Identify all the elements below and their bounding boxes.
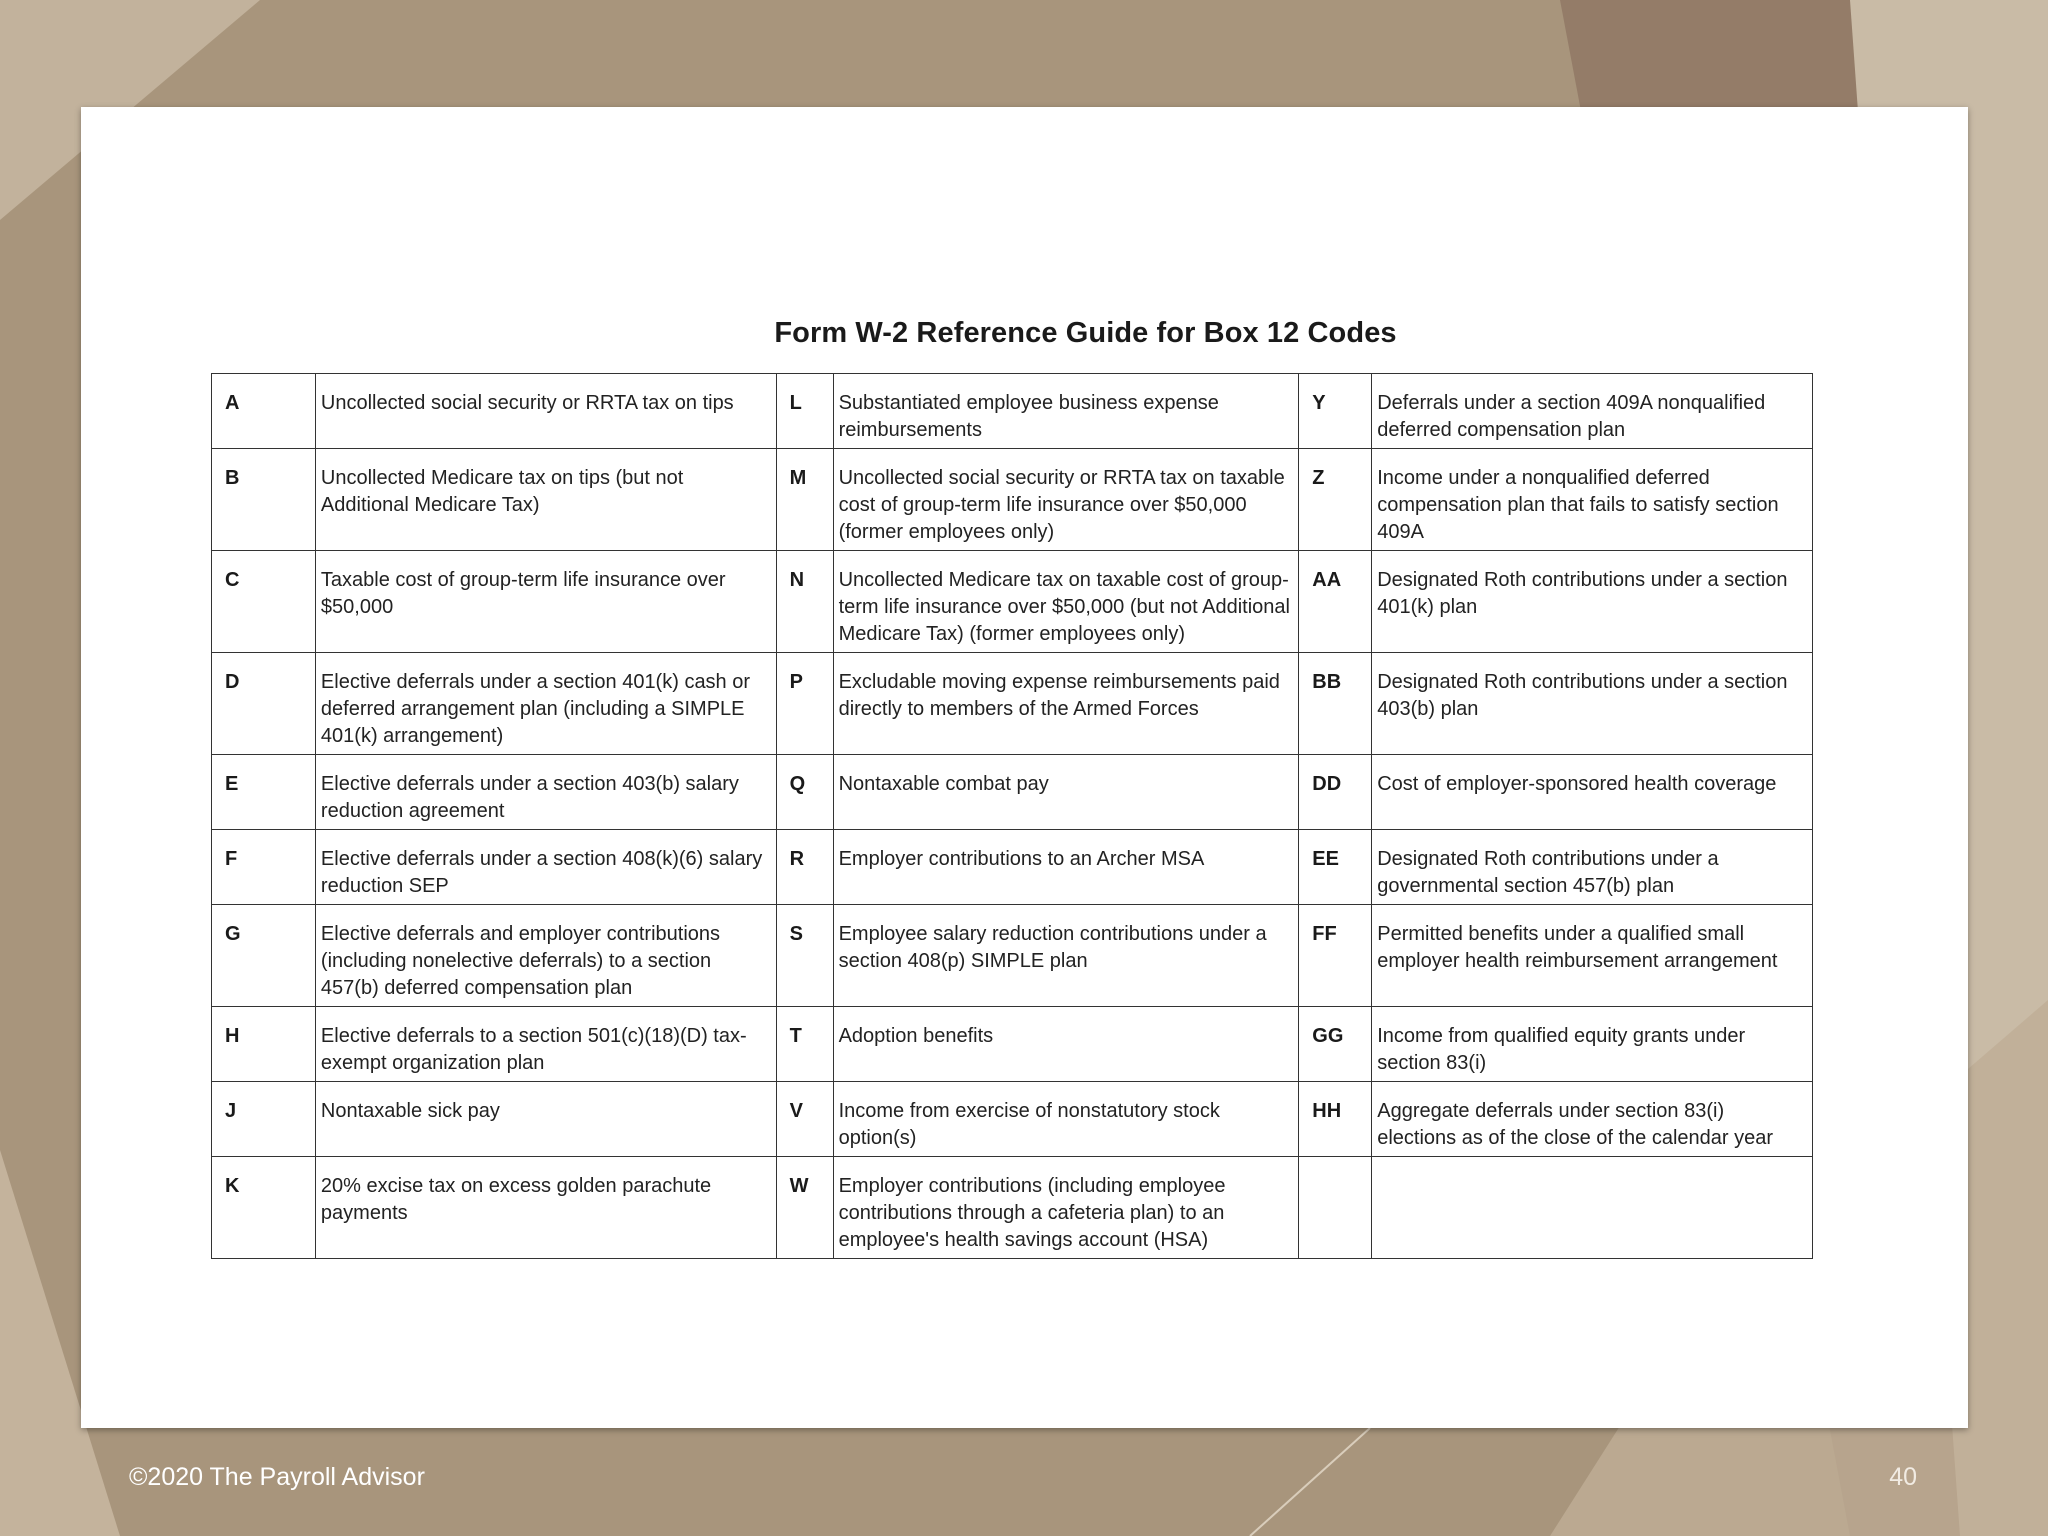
code-cell: D: [212, 653, 316, 755]
code-cell: Z: [1299, 449, 1372, 551]
description-cell: Substantiated employee business expense reimbursements: [833, 374, 1299, 449]
description-cell: Uncollected social security or RRTA tax on tips: [315, 374, 776, 449]
description-cell: Employer contributions (including employee contributions through a cafeteria plan) to an employee's health savings account (HSA): [833, 1157, 1299, 1259]
code-cell: EE: [1299, 830, 1372, 905]
code-cell: W: [776, 1157, 833, 1259]
code-cell: Y: [1299, 374, 1372, 449]
table-row: [212, 830, 1813, 905]
description-cell: Designated Roth contributions under a section 403(b) plan: [1372, 653, 1813, 755]
description-cell: Designated Roth contributions under a section 401(k) plan: [1372, 551, 1813, 653]
code-cell: DD: [1299, 755, 1372, 830]
code-cell: V: [776, 1082, 833, 1157]
description-cell: Elective deferrals and employer contributions (including nonelective deferrals) to a section 457(b) deferred compensation plan: [315, 905, 776, 1007]
code-cell: N: [776, 551, 833, 653]
footer-copyright: ©2020 The Payroll Advisor: [129, 1463, 425, 1491]
description-cell: Employer contributions to an Archer MSA: [833, 830, 1299, 905]
page-title: Form W-2 Reference Guide for Box 12 Codes: [774, 317, 1397, 349]
code-cell: M: [776, 449, 833, 551]
description-cell: Uncollected Medicare tax on tips (but not Additional Medicare Tax): [315, 449, 776, 551]
code-cell: H: [212, 1007, 316, 1082]
description-cell: Income from qualified equity grants under section 83(i): [1372, 1007, 1813, 1082]
code-cell: S: [776, 905, 833, 1007]
description-cell: Employee salary reduction contributions under a section 408(p) SIMPLE plan: [833, 905, 1299, 1007]
description-cell: Elective deferrals under a section 403(b) salary reduction agreement: [315, 755, 776, 830]
description-cell: Elective deferrals to a section 501(c)(18)(D) tax-exempt organization plan: [315, 1007, 776, 1082]
description-cell: Nontaxable sick pay: [315, 1082, 776, 1157]
code-cell: GG: [1299, 1007, 1372, 1082]
description-cell: Excludable moving expense reimbursements paid directly to members of the Armed Forces: [833, 653, 1299, 755]
description-cell: Taxable cost of group-term life insurance over $50,000: [315, 551, 776, 653]
table-row: [212, 905, 1813, 1007]
code-cell: T: [776, 1007, 833, 1082]
description-cell: Permitted benefits under a qualified small employer health reimbursement arrangement: [1372, 905, 1813, 1007]
description-cell: Nontaxable combat pay: [833, 755, 1299, 830]
description-cell: Aggregate deferrals under section 83(i) elections as of the close of the calendar year: [1372, 1082, 1813, 1157]
description-cell: 20% excise tax on excess golden parachute payments: [315, 1157, 776, 1259]
table-row: [212, 1007, 1813, 1082]
code-cell: B: [212, 449, 316, 551]
description-cell: Elective deferrals under a section 401(k) cash or deferred arrangement plan (including a SIMPLE 401(k) arrangement): [315, 653, 776, 755]
code-cell: G: [212, 905, 316, 1007]
code-cell: C: [212, 551, 316, 653]
code-cell: FF: [1299, 905, 1372, 1007]
codes-table-body: [212, 374, 1813, 1259]
code-cell: E: [212, 755, 316, 830]
description-cell: Uncollected social security or RRTA tax on taxable cost of group-term life insurance over $50,000 (former employees only): [833, 449, 1299, 551]
code-cell: Q: [776, 755, 833, 830]
table-row: [212, 551, 1813, 653]
description-cell: [1372, 1157, 1813, 1259]
description-cell: Uncollected Medicare tax on taxable cost of group-term life insurance over $50,000 (but not Additional Medicare Tax) (former employees only): [833, 551, 1299, 653]
table-row: [212, 449, 1813, 551]
description-cell: Income from exercise of nonstatutory stock option(s): [833, 1082, 1299, 1157]
document-card: [81, 107, 1968, 1428]
code-cell: AA: [1299, 551, 1372, 653]
table-row: [212, 1157, 1813, 1259]
code-cell: K: [212, 1157, 316, 1259]
code-cell: R: [776, 830, 833, 905]
table-row: [212, 755, 1813, 830]
code-cell: BB: [1299, 653, 1372, 755]
code-cell: F: [212, 830, 316, 905]
description-cell: Adoption benefits: [833, 1007, 1299, 1082]
description-cell: Income under a nonqualified deferred compensation plan that fails to satisfy section 409A: [1372, 449, 1813, 551]
code-cell: A: [212, 374, 316, 449]
code-cell: J: [212, 1082, 316, 1157]
code-cell: [1299, 1157, 1372, 1259]
table-row: [212, 1082, 1813, 1157]
code-cell: L: [776, 374, 833, 449]
code-cell: HH: [1299, 1082, 1372, 1157]
slide-page-number: 40: [1889, 1463, 1917, 1491]
table-row: [212, 653, 1813, 755]
table-row: [212, 374, 1813, 449]
box12-codes-table: [211, 373, 1813, 1259]
code-cell: P: [776, 653, 833, 755]
description-cell: Elective deferrals under a section 408(k)(6) salary reduction SEP: [315, 830, 776, 905]
description-cell: Deferrals under a section 409A nonqualified deferred compensation plan: [1372, 374, 1813, 449]
description-cell: Designated Roth contributions under a governmental section 457(b) plan: [1372, 830, 1813, 905]
description-cell: Cost of employer-sponsored health coverage: [1372, 755, 1813, 830]
